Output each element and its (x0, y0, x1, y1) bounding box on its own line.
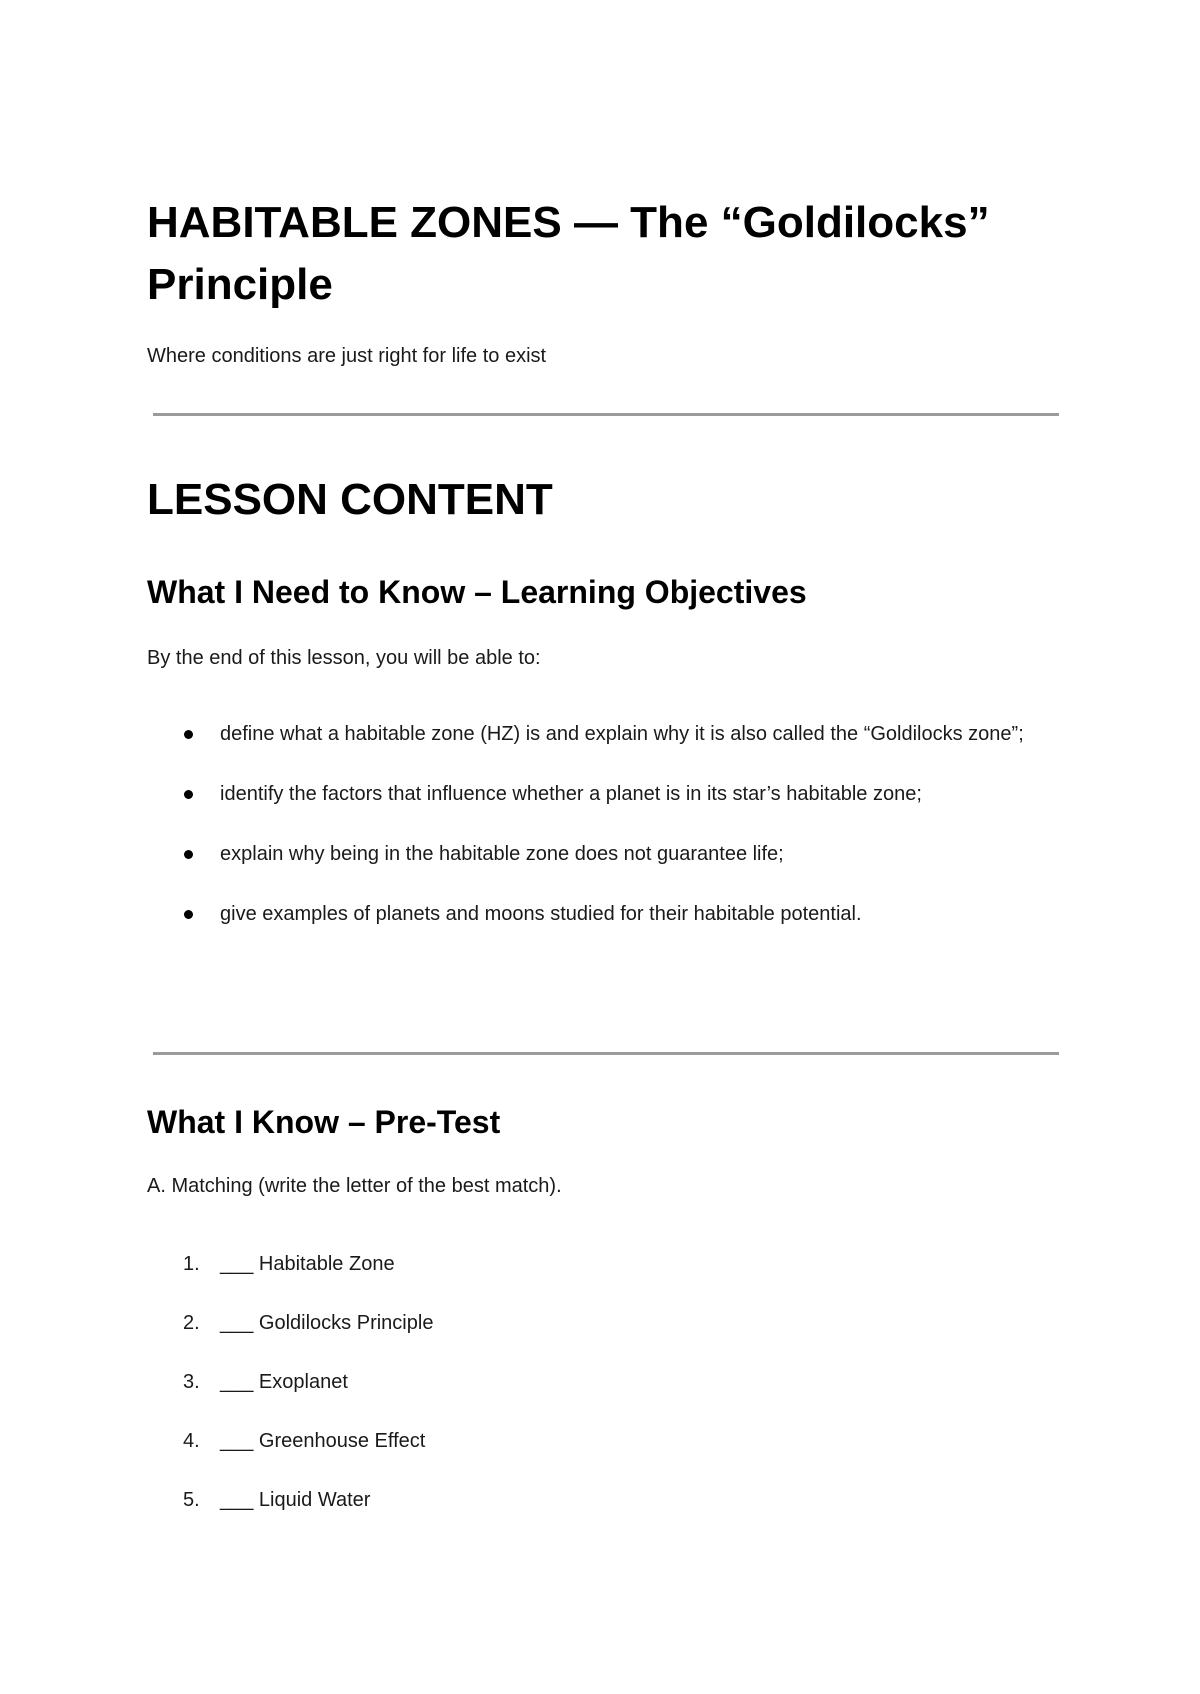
item-number: 5. (183, 1489, 200, 1511)
lesson-content-heading: LESSON CONTENT (147, 475, 553, 524)
objectives-list (147, 719, 1057, 959)
list-item (147, 1308, 1057, 1338)
list-item (147, 1426, 1057, 1456)
list-item (147, 839, 1057, 869)
list-item-text: ___ Exoplanet (220, 1371, 348, 1393)
list-item (147, 779, 1057, 809)
pretest-heading: What I Know – Pre-Test (147, 1104, 501, 1140)
bullet-icon (184, 730, 193, 739)
list-item-text: ___ Greenhouse Effect (220, 1430, 426, 1452)
list-item-text: ___ Liquid Water (220, 1489, 371, 1511)
horizontal-divider (153, 1052, 1059, 1055)
item-number: 4. (183, 1430, 200, 1452)
document-subtitle: Where conditions are just right for life to exist (147, 345, 547, 367)
horizontal-divider (153, 413, 1059, 416)
document-title: HABITABLE ZONES — The “Goldilocks” Principle (147, 198, 990, 309)
objectives-heading: What I Need to Know – Learning Objectives (147, 574, 807, 610)
bullet-icon (184, 910, 193, 919)
objectives-intro: By the end of this lesson, you will be able to: (147, 647, 541, 669)
list-item-text: give examples of planets and moons studied for their habitable potential. (220, 903, 862, 925)
matching-instruction: A. Matching (write the letter of the best match). (147, 1175, 562, 1197)
bullet-icon (184, 850, 193, 859)
item-number: 1. (183, 1253, 200, 1275)
list-item-text: identify the factors that influence whether a planet is in its star’s habitable zone; (220, 783, 922, 805)
list-item (147, 719, 1057, 749)
list-item (147, 1367, 1057, 1397)
item-number: 3. (183, 1371, 200, 1393)
bullet-icon (184, 790, 193, 799)
list-item (147, 1485, 1057, 1515)
list-item (147, 899, 1057, 929)
list-item-text: explain why being in the habitable zone does not guarantee life; (220, 843, 784, 865)
list-item-text: define what a habitable zone (HZ) is and explain why it is also called the “Goldilocks zone”; (220, 723, 1024, 745)
list-item-text: ___ Goldilocks Principle (220, 1312, 434, 1334)
list-item-text: ___ Habitable Zone (220, 1253, 395, 1275)
list-item (147, 1249, 1057, 1279)
matching-list (147, 1249, 1057, 1544)
item-number: 2. (183, 1312, 200, 1334)
